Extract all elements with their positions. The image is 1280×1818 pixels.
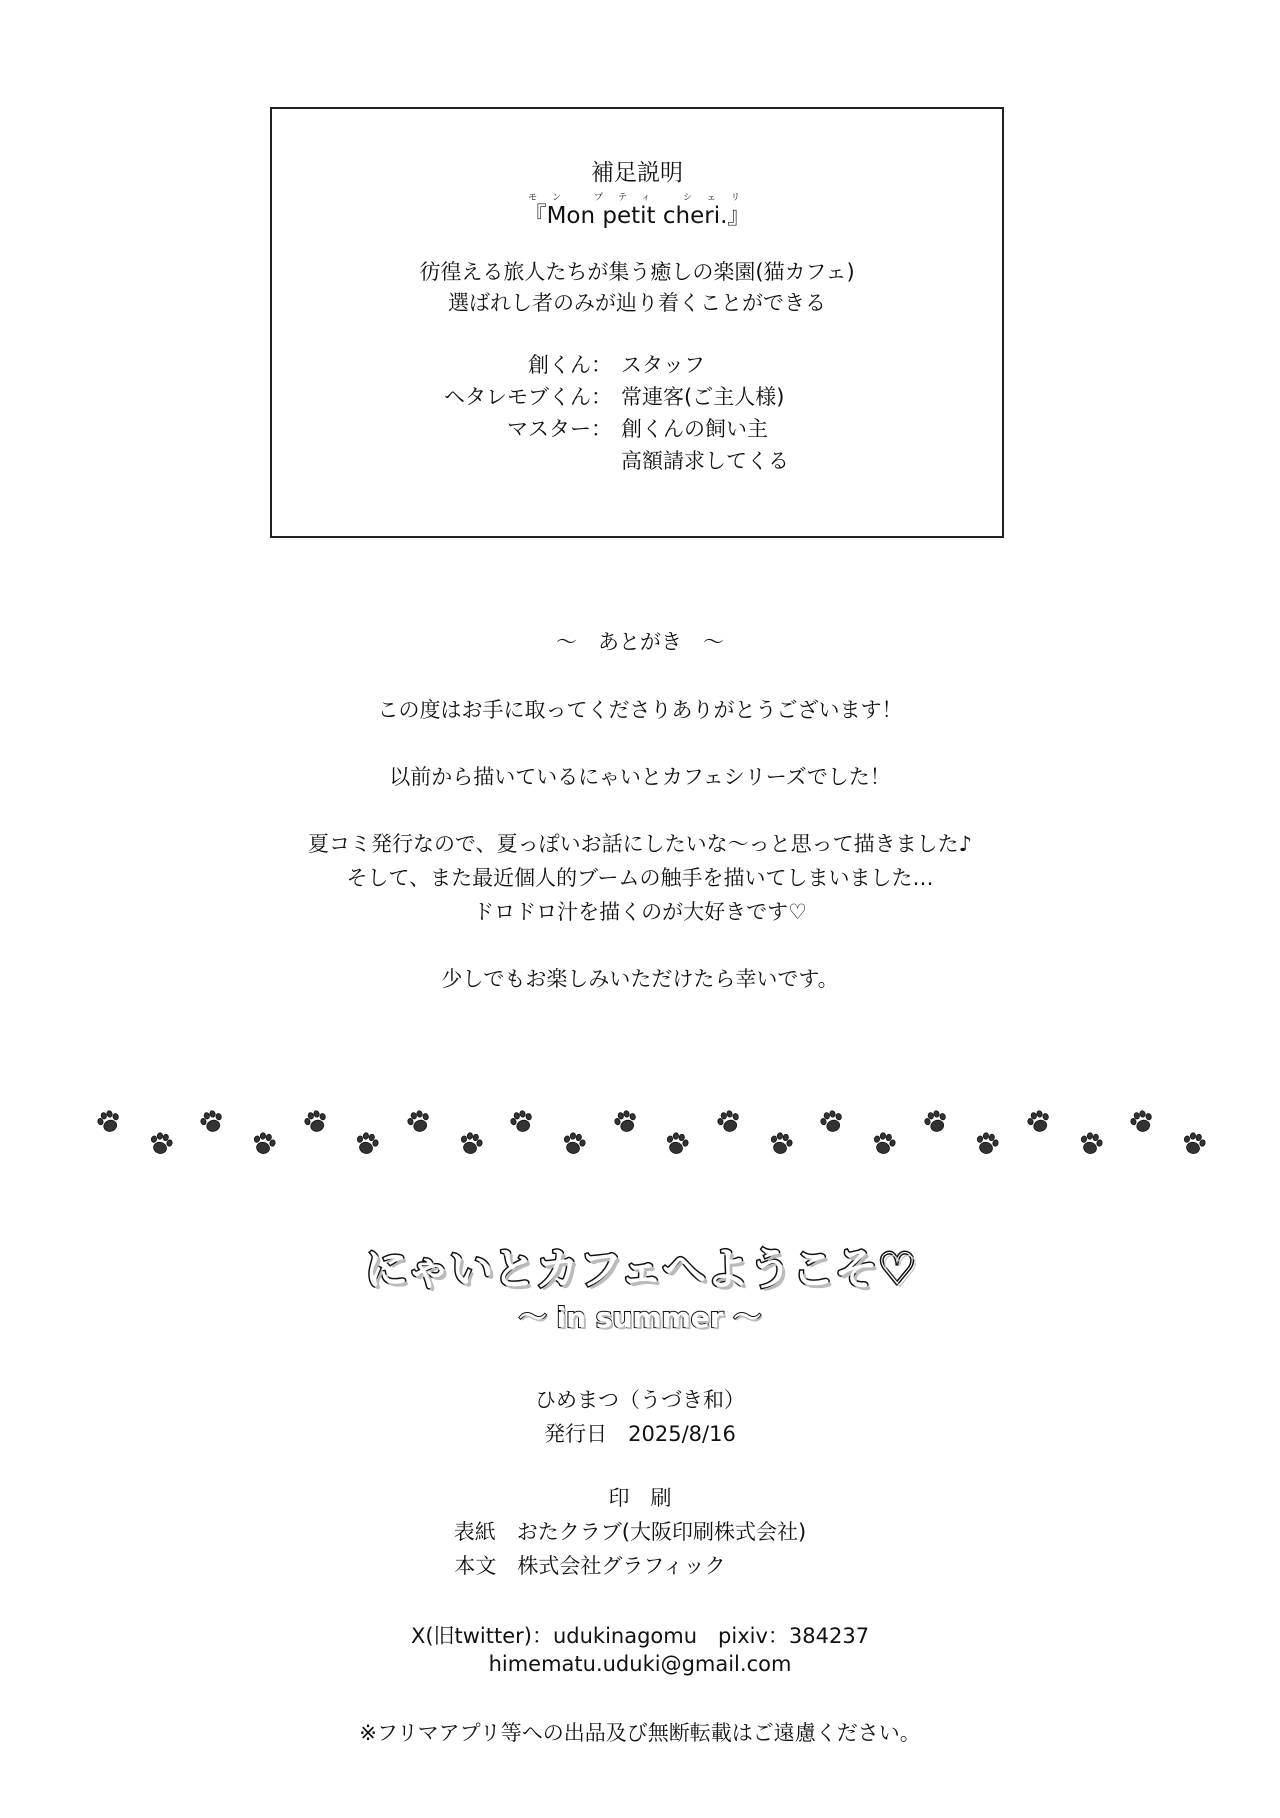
box-title: 補足説明 [591,160,683,186]
author: ひめまつ（うづき和） [535,1388,745,1412]
paw-print-icon [870,1130,898,1158]
afterword-paragraph: この度はお手に取ってくださりありがとうございます！ [377,698,903,722]
paw-print-border [95,1108,1195,1168]
cover-printer-line [0,1516,1280,1546]
cafe-name-ruby: モン プティ シェリ [523,193,751,203]
cafe-name [272,193,1002,230]
paw-print-icon [95,1108,123,1136]
cover-printer: おたクラブ(大阪印刷株式会社) [516,1520,807,1544]
cafe-name-text: 『Mon petit cheri.』 [523,203,751,229]
paw-print-icon [973,1130,1001,1158]
afterword-paragraph: ドロドロ汁を描くのが大好きです♡ [473,900,807,924]
email: himematu.uduki@gmail.com [488,1652,792,1676]
print-heading: 印 刷 [608,1486,672,1510]
paw-print-icon [1180,1130,1208,1158]
paw-print-icon [250,1130,278,1158]
afterword-paragraph: そして、また最近個人的ブームの触手を描いてしまいました… [346,866,934,890]
supplement-box [270,107,1004,538]
paw-print-icon [1077,1130,1105,1158]
reprint-notice: ※フリマアプリ等への出品及び無断転載はご遠慮ください。 [359,1721,921,1745]
paw-print-icon [1025,1108,1053,1136]
paw-print-icon [767,1130,795,1158]
paw-print-icon [818,1108,846,1136]
paw-print-icon [612,1108,640,1136]
paw-print-icon [715,1108,743,1136]
sns-accounts: X(旧twitter)：udukinagomu pixiv：384237 [410,1624,870,1648]
paw-print-icon [560,1130,588,1158]
afterword-heading: 〜 あとがき 〜 [556,630,724,654]
paw-print-icon [405,1108,433,1136]
publish-date-label: 発行日 [544,1422,608,1446]
paw-print-icon [922,1108,950,1136]
cafe-desc-line1: 彷徨える旅人たちが集う癒しの楽園(猫カフェ) [419,260,855,284]
role-name: 創くん： [528,353,612,377]
paw-print-icon [302,1108,330,1136]
cafe-desc-line2: 選ばれし者のみが辿り着くことができる [448,291,826,315]
paw-print-icon [198,1108,226,1136]
book-title: にゃいとカフェへようこそ♡ [364,1244,916,1295]
role-value: 創くんの飼い主 [621,417,768,441]
afterword-paragraph: 以前から描いているにゃいとカフェシリーズでした！ [389,765,891,789]
afterword-paragraph: 少しでもお楽しみいただけたら幸いです。 [441,967,839,991]
paw-print-icon [663,1130,691,1158]
paw-print-icon [1128,1108,1156,1136]
role-name: マスター： [507,417,612,441]
role-value: 常連客(ご主人様) [621,385,785,409]
book-subtitle: 〜 in summer 〜 [518,1301,762,1334]
role-name: ヘタレモブくん： [444,385,612,409]
publish-date [0,1418,1280,1448]
role-value: 高額請求してくる [621,449,789,473]
publish-date-value: 2025/8/16 [628,1422,736,1446]
body-printer: 株式会社グラフィック [517,1554,726,1578]
role-value: スタッフ [621,353,705,377]
paw-print-icon [147,1130,175,1158]
body-label: 本文 [454,1554,497,1578]
paw-print-icon [508,1108,536,1136]
afterword-paragraph: 夏コミ発行なので、夏っぽいお話にしたいな〜っと思って描きました♪ [308,832,972,856]
cover-label: 表紙 [453,1520,496,1544]
body-printer-line [0,1550,1280,1580]
paw-print-icon [353,1130,381,1158]
paw-print-icon [457,1130,485,1158]
